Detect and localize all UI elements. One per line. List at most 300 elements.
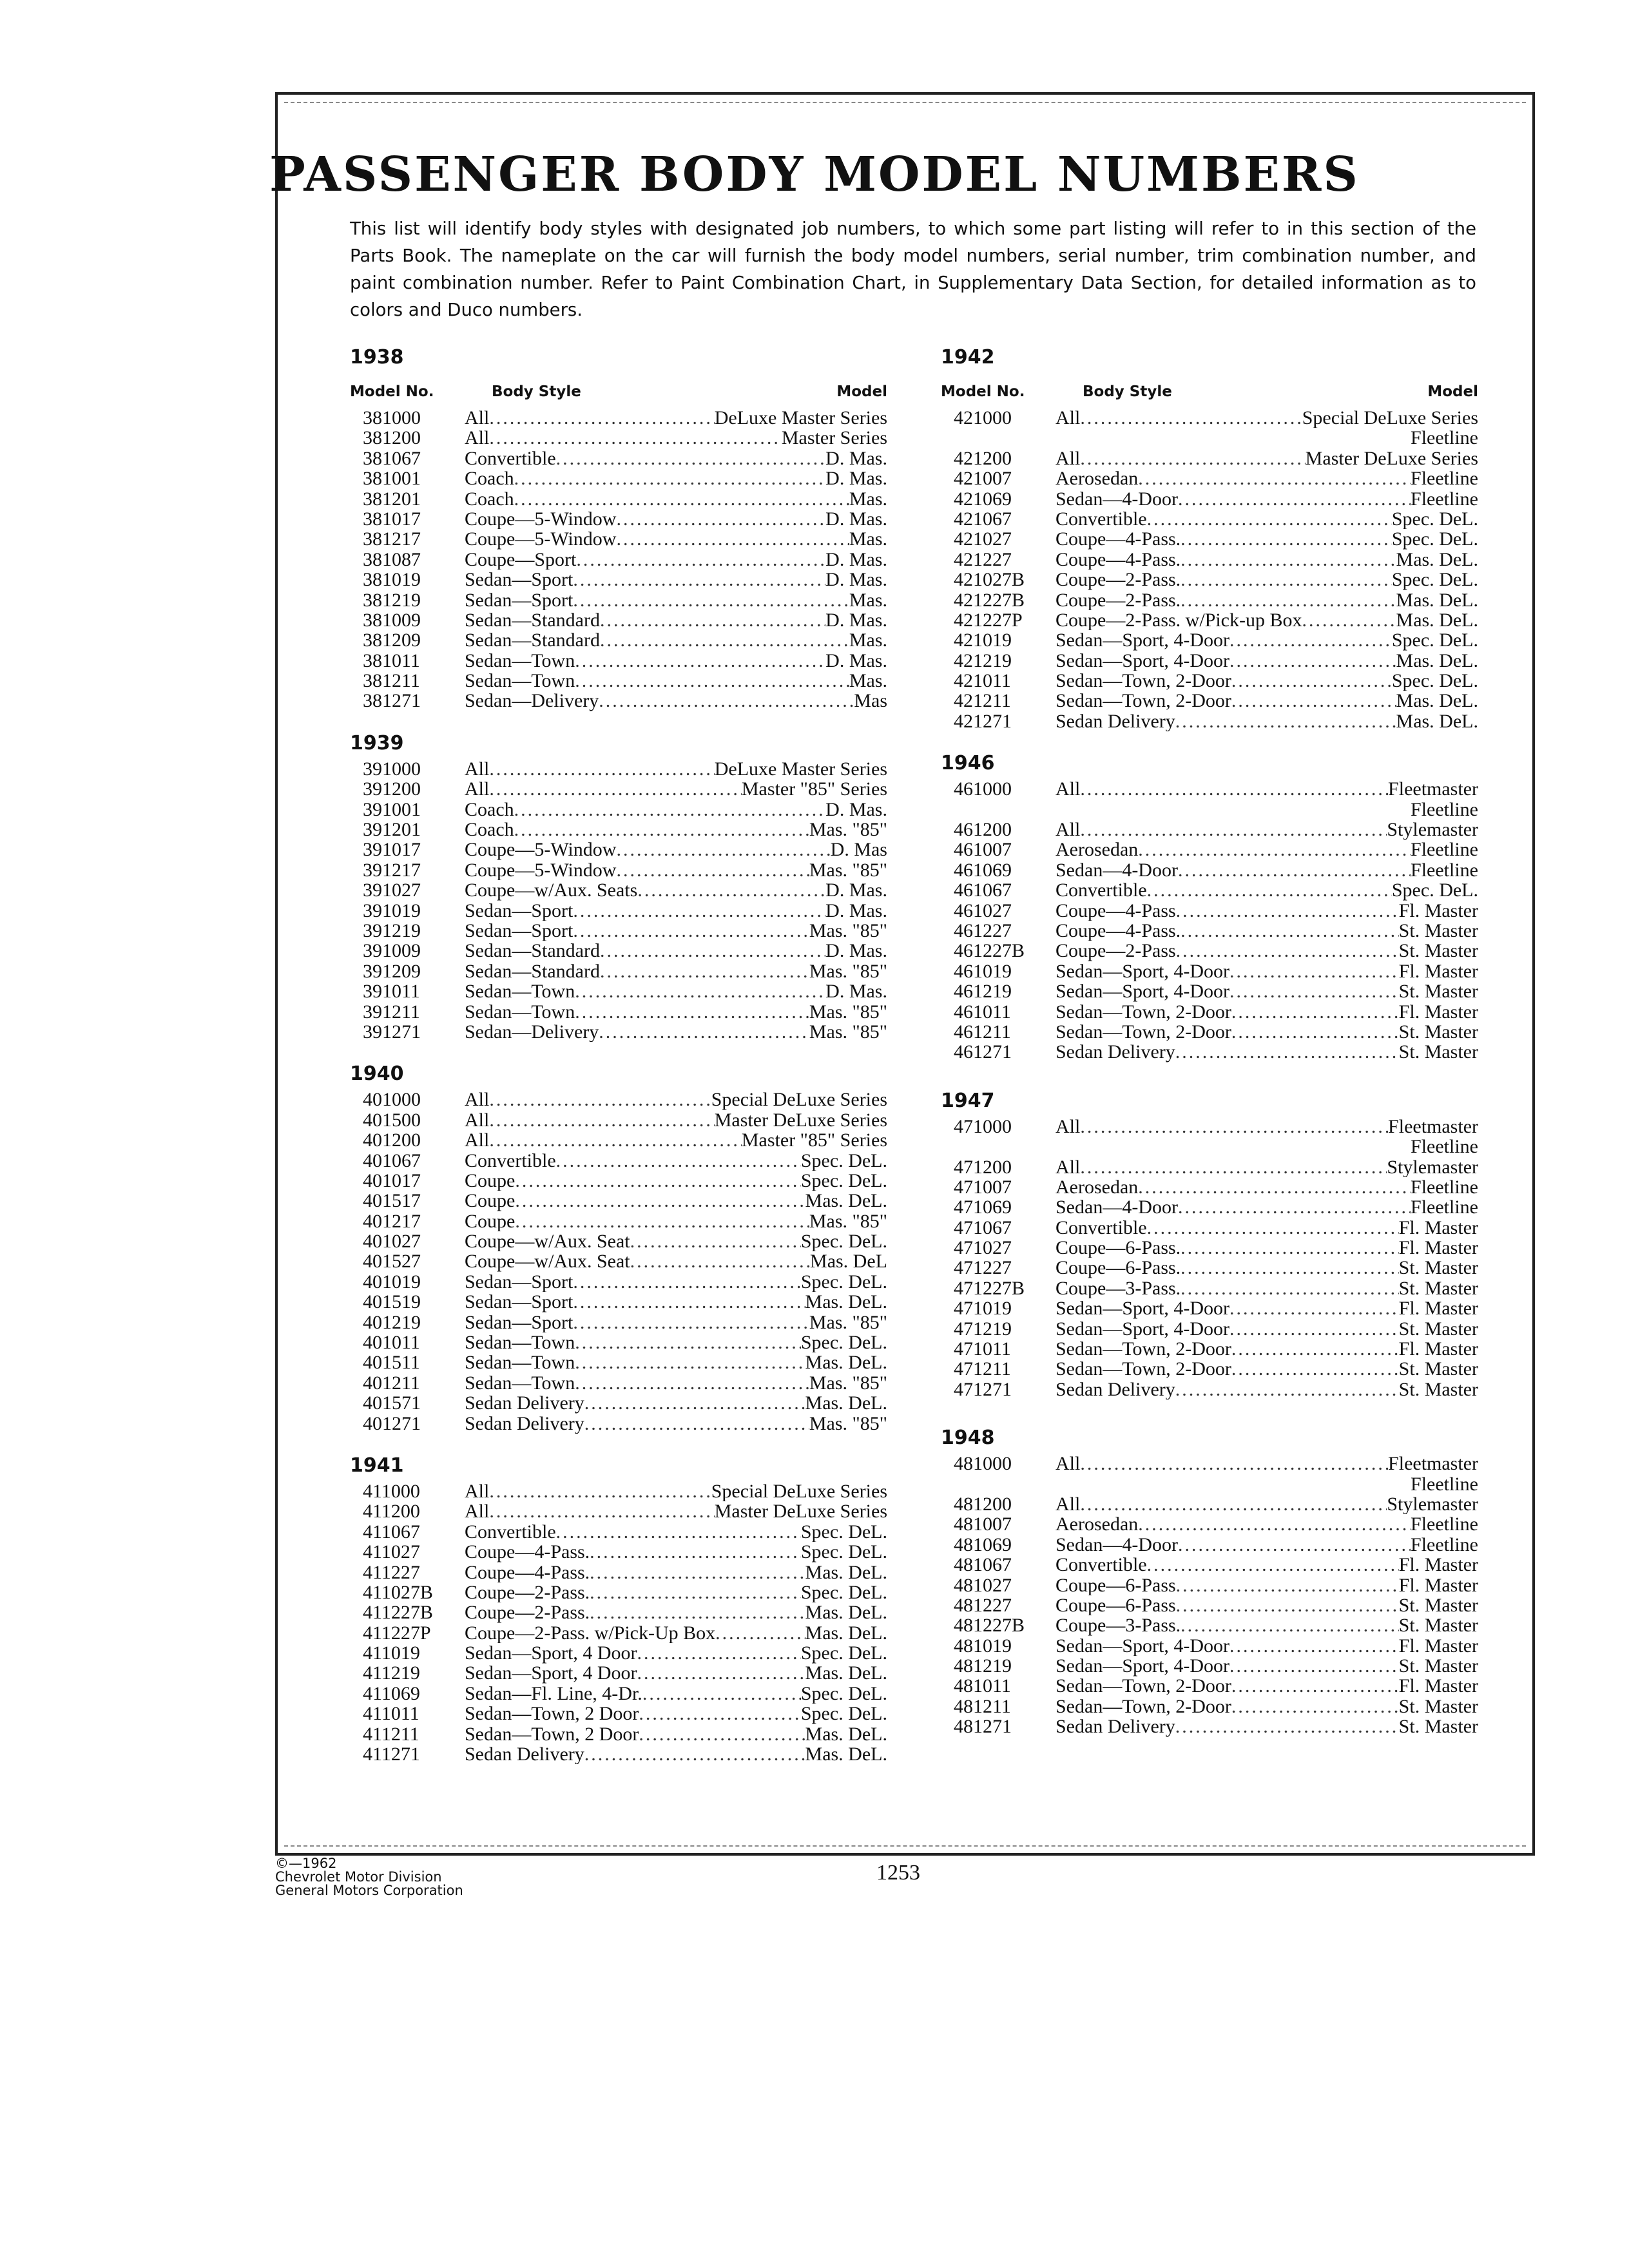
leader-dots [1175,1379,1399,1399]
model-number: 381200 [363,427,421,449]
model-series: Mas. DeL. [805,1352,887,1373]
model-number: 481000 [954,1453,1012,1475]
body-style: Sedan—4-Door [1055,488,1178,509]
body-style: Sedan—Town [465,1332,575,1353]
model-series: Spec. DeL. [800,1704,887,1724]
model-number: 401200 [363,1129,421,1151]
leader-dots [1178,1197,1411,1217]
table-row [350,691,887,711]
model-number: 381000 [363,407,421,428]
model-series: Stylemaster [1387,820,1478,840]
body-style: Sedan—Standard [465,610,600,631]
table-row [941,1716,1478,1736]
leader-dots [1080,820,1387,840]
model-number: 461067 [954,879,1012,901]
body-style-cell [1055,610,1478,630]
body-style-cell [1055,1555,1478,1575]
leader-dots [515,1211,809,1231]
model-number: 421007 [954,468,1012,490]
table-row [941,711,1478,731]
body-style: Sedan—Sport [465,590,574,610]
leader-dots [556,448,826,468]
model-number: 401217 [363,1210,421,1232]
model-series: St. Master [1398,981,1478,1002]
model-series: Fleetline [1411,840,1478,860]
body-style: Coupe—6-Pass. [1055,1258,1181,1278]
body-style: Sedan—Town, 2-Door [1055,1676,1231,1696]
year-heading: 1942 [941,346,995,369]
leader-dots [489,759,714,779]
model-number: 411011 [363,1703,419,1725]
table-row [350,1191,887,1211]
body-style-cell [465,1623,887,1643]
model-number: 421271 [954,710,1012,732]
body-style-cell [1055,860,1478,880]
model-number: 411000 [363,1480,420,1502]
table-row [941,941,1478,961]
model-series: St. Master [1398,920,1478,941]
body-style: Sedan Delivery [1055,1042,1175,1062]
leader-dots [1229,981,1399,1001]
leader-dots [1302,610,1396,630]
table-row [350,779,887,799]
body-style: Coupe—4-Pass. [1055,920,1181,941]
model-number: 471007 [954,1176,1012,1198]
page-title: PASSENGER BODY MODEL NUMBERS [269,147,1360,202]
body-style-cell [465,651,887,671]
table-row [941,1002,1478,1022]
body-style: Sedan—Sport [465,570,574,590]
model-number: 421219 [954,649,1012,671]
body-style: Sedan Delivery [465,1393,584,1414]
table-row [350,570,887,590]
table-row [350,1582,887,1602]
table-row [941,1656,1478,1676]
table-row [350,1171,887,1191]
body-style-cell [465,428,887,448]
body-style-cell [465,1414,887,1434]
body-style-cell [465,1724,887,1744]
leader-dots [573,921,809,941]
body-style-cell [465,1332,887,1352]
body-style: Sedan—Town, 2-Door [1055,1339,1231,1360]
leader-dots [489,1501,714,1521]
body-style-cell [465,921,887,941]
body-style-cell [1055,820,1478,840]
leader-dots [575,1373,809,1393]
model-number: 381067 [363,447,421,469]
body-style-cell [1055,1474,1478,1494]
table-row [941,610,1478,630]
leader-dots [616,509,825,529]
column-headers [941,381,1478,408]
body-style-cell [465,880,887,900]
body-style-cell [1055,961,1478,981]
body-style: Sedan Delivery [465,1744,584,1765]
body-style-cell [1055,1298,1478,1318]
model-number: 391201 [363,819,421,841]
body-style-cell [1055,1696,1478,1716]
table-row [350,1211,887,1231]
leader-dots [1231,1359,1399,1379]
body-style-cell [1055,1595,1478,1615]
body-style: Convertible [1055,508,1147,530]
leader-dots [1080,1454,1388,1474]
body-style-cell [1055,1514,1478,1534]
body-style: Coach [465,468,514,489]
model-series: Mas. "85" [809,920,887,941]
table-row [350,1602,887,1622]
body-style-cell [1055,671,1478,691]
model-series: St. Master [1398,1042,1478,1062]
model-series: Spec. DeL. [800,1150,887,1171]
model-number: 421027 [954,528,1012,550]
table-row [941,550,1478,570]
body-style: All [465,1130,490,1151]
body-style-cell [465,1002,887,1022]
table-row [941,590,1478,610]
model-number: 401017 [363,1169,421,1191]
model-number: 481211 [954,1695,1011,1717]
model-number: 401027 [363,1231,421,1253]
table-row [350,671,887,691]
model-number: 471227 [954,1257,1012,1279]
table-row [350,651,887,671]
model-number: 381019 [363,569,421,591]
corporation-text: General Motors Corporation [275,1883,463,1898]
model-series: Mas. DeL. [1396,711,1478,732]
year-section-1940 [350,1061,887,1434]
table-row [350,1022,887,1042]
page-number: 1253 [876,1861,920,1885]
model-number: 471000 [954,1115,1012,1137]
body-style-cell [465,820,887,840]
model-series: St. Master [1398,1278,1478,1299]
body-style: Sedan—Delivery [465,1021,599,1043]
body-style-cell [1055,941,1478,961]
table-row [350,1231,887,1251]
body-style: Coach [465,799,514,820]
model-series: Stylemaster [1387,1494,1478,1515]
body-style-cell [1055,1117,1478,1137]
model-number: 381271 [363,690,421,712]
model-series: Mas. DeL. [805,1724,887,1745]
leader-dots [1181,570,1392,590]
body-style-cell [465,981,887,1001]
leader-dots [600,961,809,981]
body-style-cell [465,1312,887,1332]
body-style-cell [465,1562,887,1582]
body-style-cell [465,509,887,529]
body-style-cell [465,1643,887,1663]
body-style: Coupe—2-Pass. [1055,590,1181,610]
model-series: Fl. Master [1398,1575,1478,1595]
body-style: All [465,779,490,800]
model-number: 411027 [363,1541,420,1563]
model-number: 421211 [954,690,1011,712]
body-style-cell [1055,1218,1478,1238]
leader-dots [616,860,809,880]
body-style-cell [1055,529,1478,549]
body-style-header: Body Style [1083,383,1172,400]
leader-dots [637,880,825,900]
model-series: Mas. DeL. [805,1393,887,1414]
model-series: Mas. DeL. [1396,549,1478,570]
table-row [941,1298,1478,1318]
table-row [941,489,1478,509]
leader-dots [573,1272,801,1292]
model-series: St. Master [1398,1656,1478,1677]
table-row [350,961,887,981]
body-style-cell [1055,1575,1478,1595]
body-style: Sedan—Sport, 4 Door [465,1663,637,1684]
table-row [350,1312,887,1332]
model-series: Special DeLuxe Series [711,1090,887,1110]
body-style-cell [465,1251,887,1271]
model-number: 471219 [954,1318,1012,1340]
table-row [350,941,887,961]
model-number: 471271 [954,1378,1012,1400]
leader-dots [1147,1555,1399,1575]
body-style-cell [1055,779,1478,799]
body-style-cell [1055,1042,1478,1062]
model-number: 461271 [954,1041,1012,1063]
body-style-header: Body Style [492,383,581,400]
body-style: Coupe—2-Pass. w/Pick-Up Box [465,1622,716,1644]
leader-dots [1178,860,1411,880]
model-number: 411227B [363,1602,433,1624]
body-style-cell [465,1704,887,1724]
table-row [350,468,887,488]
model-series: Fleetline [1411,468,1478,489]
body-style-cell [1055,1137,1478,1157]
leader-dots [590,1542,801,1562]
leader-dots [556,1151,801,1171]
leader-dots [1229,1319,1399,1339]
body-style: All [465,1481,490,1502]
model-series: Spec. DeL. [1391,671,1478,691]
body-style: All [1055,408,1081,428]
body-style-cell [1055,840,1478,860]
leader-dots [1178,489,1411,509]
model-series: Spec. DeL. [800,1271,887,1293]
table-row [350,1352,887,1372]
intro-paragraph: This list will identify body styles with designated job numbers, to which some part listing will refer to in this section of the Parts Book. The nameplate on the car will furnish the body model numbers, serial number, trim combination number, and paint combination number. Refer to Paint Combination Chart, in Supplementary Data Section, for detailed information as to colors and Duco numbers. [350,218,1476,320]
model-number: 461007 [954,839,1012,861]
body-style: Sedan—Town, 2-Door [1055,1001,1231,1022]
body-style-cell [1055,1535,1478,1555]
leader-dots [489,1090,711,1110]
leader-dots [514,800,826,820]
body-style: Sedan—Town, 2 Door [465,1724,639,1745]
year-section-1939 [350,731,887,1042]
table-row [941,448,1478,468]
model-series: Spec. DeL. [800,1231,887,1252]
body-style: Sedan—Sport, 4-Door [1055,1298,1229,1319]
model-series: St. Master [1398,1318,1478,1340]
body-style: Coupe—3-Pass. [1055,1615,1181,1636]
table-row [941,1379,1478,1399]
model-series: Fl. Master [1398,1217,1478,1238]
leader-dots [1229,961,1399,981]
model-series: Spec. DeL. [1391,570,1478,590]
model-number: 391000 [363,758,421,780]
body-style-cell [1055,1177,1478,1197]
model-series: Fleetline [1411,1137,1478,1157]
table-row [350,448,887,468]
body-style-cell [1055,1002,1478,1022]
model-number: 481069 [954,1533,1012,1555]
body-style-cell [465,800,887,820]
body-style-cell [1055,1636,1478,1656]
body-style: Coupe—4-Pass [1055,900,1176,921]
model-number: 381201 [363,488,421,510]
table-row [941,1615,1478,1635]
table-row [941,1359,1478,1379]
model-number: 481027 [954,1574,1012,1596]
table-row [941,1177,1478,1197]
leader-dots [630,1251,810,1271]
body-style: All [465,408,490,428]
body-style-cell [1055,448,1478,468]
leader-dots [489,1110,714,1130]
body-style-cell [1055,1615,1478,1635]
body-style: All [1055,1494,1081,1515]
model-number: 401511 [363,1352,420,1374]
leader-dots [573,1292,805,1312]
model-series: D. Mas. [825,900,887,921]
table-row [350,1332,887,1352]
model-series: Special DeLuxe Series [711,1481,887,1502]
body-style-cell [1055,901,1478,921]
model-series: D. Mas. [825,880,887,901]
year-heading: 1938 [350,346,404,369]
model-series: Fleetline [1411,1197,1478,1218]
body-style-cell [1055,711,1478,731]
body-style-cell [1055,1197,1478,1217]
body-style-cell [465,408,887,428]
body-style: Sedan—4-Door [1055,1197,1178,1218]
model-series: St. Master [1398,941,1478,961]
leader-dots [1138,1177,1411,1197]
model-series: Mas. DeL. [1396,650,1478,671]
table-row [350,860,887,880]
leader-dots [489,1130,742,1150]
model-series: Fleetline [1411,488,1478,509]
table-row [941,1514,1478,1534]
body-style-cell [465,1292,887,1312]
body-style: Sedan Delivery [1055,1379,1175,1400]
body-style-cell [1055,509,1478,529]
body-style: Coupe—Sport [465,549,577,570]
body-style: Convertible [1055,1555,1147,1575]
body-style-cell [465,1231,887,1251]
body-style: Coupe—5-Window [465,508,617,530]
leader-dots [489,428,782,448]
leader-dots [600,941,825,961]
table-row [941,1636,1478,1656]
body-style-cell [465,1090,887,1110]
table-row [350,428,887,448]
leader-dots [573,570,825,590]
model-series: Master Series [781,428,887,448]
body-style-cell [465,1022,887,1042]
body-style-cell [465,1151,887,1171]
model-number: 421019 [954,629,1012,651]
body-style-cell [465,1481,887,1501]
model-number: 381219 [363,589,421,611]
leader-dots [616,529,849,549]
model-number: 411069 [363,1682,420,1704]
leader-dots [573,590,849,610]
table-row [941,651,1478,671]
model-series: Fleetline [1411,1177,1478,1198]
body-style: Coupe—5-Window [465,529,617,550]
model-number: 421000 [954,407,1012,428]
model-number: 481019 [954,1635,1012,1657]
model-series: Spec. DeL. [800,1542,887,1562]
leader-dots [1231,1676,1399,1696]
table-row [350,1251,887,1271]
model-number: 381217 [363,528,421,550]
year-heading: 1939 [350,731,404,754]
model-number: 391011 [363,981,420,1003]
model-number: 481007 [954,1514,1012,1535]
model-number: 411019 [363,1642,420,1664]
model-series: St. Master [1398,1258,1478,1278]
model-number: 391211 [363,1001,420,1023]
table-row [350,1724,887,1744]
table-row [350,1744,887,1764]
table-row [941,1238,1478,1258]
model-series: Mas [854,691,887,711]
body-style-cell [465,1663,887,1683]
model-number: 381001 [363,468,421,490]
body-style: Sedan—Town [465,671,575,691]
body-style: Sedan—Town [465,1372,575,1394]
model-series: DeLuxe Master Series [714,408,887,428]
leader-dots [489,408,714,428]
table-row [941,1157,1478,1177]
body-style: Coupe—6-Pass. [1055,1238,1181,1258]
table-row [941,1474,1478,1494]
model-number: 471200 [954,1156,1012,1178]
model-number: 391019 [363,899,421,921]
model-series: St. Master [1398,1595,1478,1616]
table-row [941,1339,1478,1359]
model-number: 391009 [363,940,421,962]
body-style-cell [465,570,887,590]
model-number: 461019 [954,960,1012,982]
model-series: St. Master [1398,1716,1478,1737]
table-row [941,901,1478,921]
body-style: All [1055,820,1081,840]
body-style: Coupe—4-Pass. [1055,549,1181,570]
year-heading: 1947 [941,1089,995,1112]
body-style: Coupe—6-Pass [1055,1595,1176,1616]
table-row [941,840,1478,860]
leader-dots [600,610,825,630]
model-header: Model [1427,383,1478,400]
model-number: 421227B [954,589,1025,611]
model-series: D. Mas [830,840,887,860]
body-style-cell [1055,1238,1478,1258]
model-series: Fleetline [1411,428,1478,448]
table-row [941,408,1478,428]
table-row [350,1704,887,1724]
table-row [941,779,1478,799]
body-style: Sedan—Standard [465,630,600,651]
